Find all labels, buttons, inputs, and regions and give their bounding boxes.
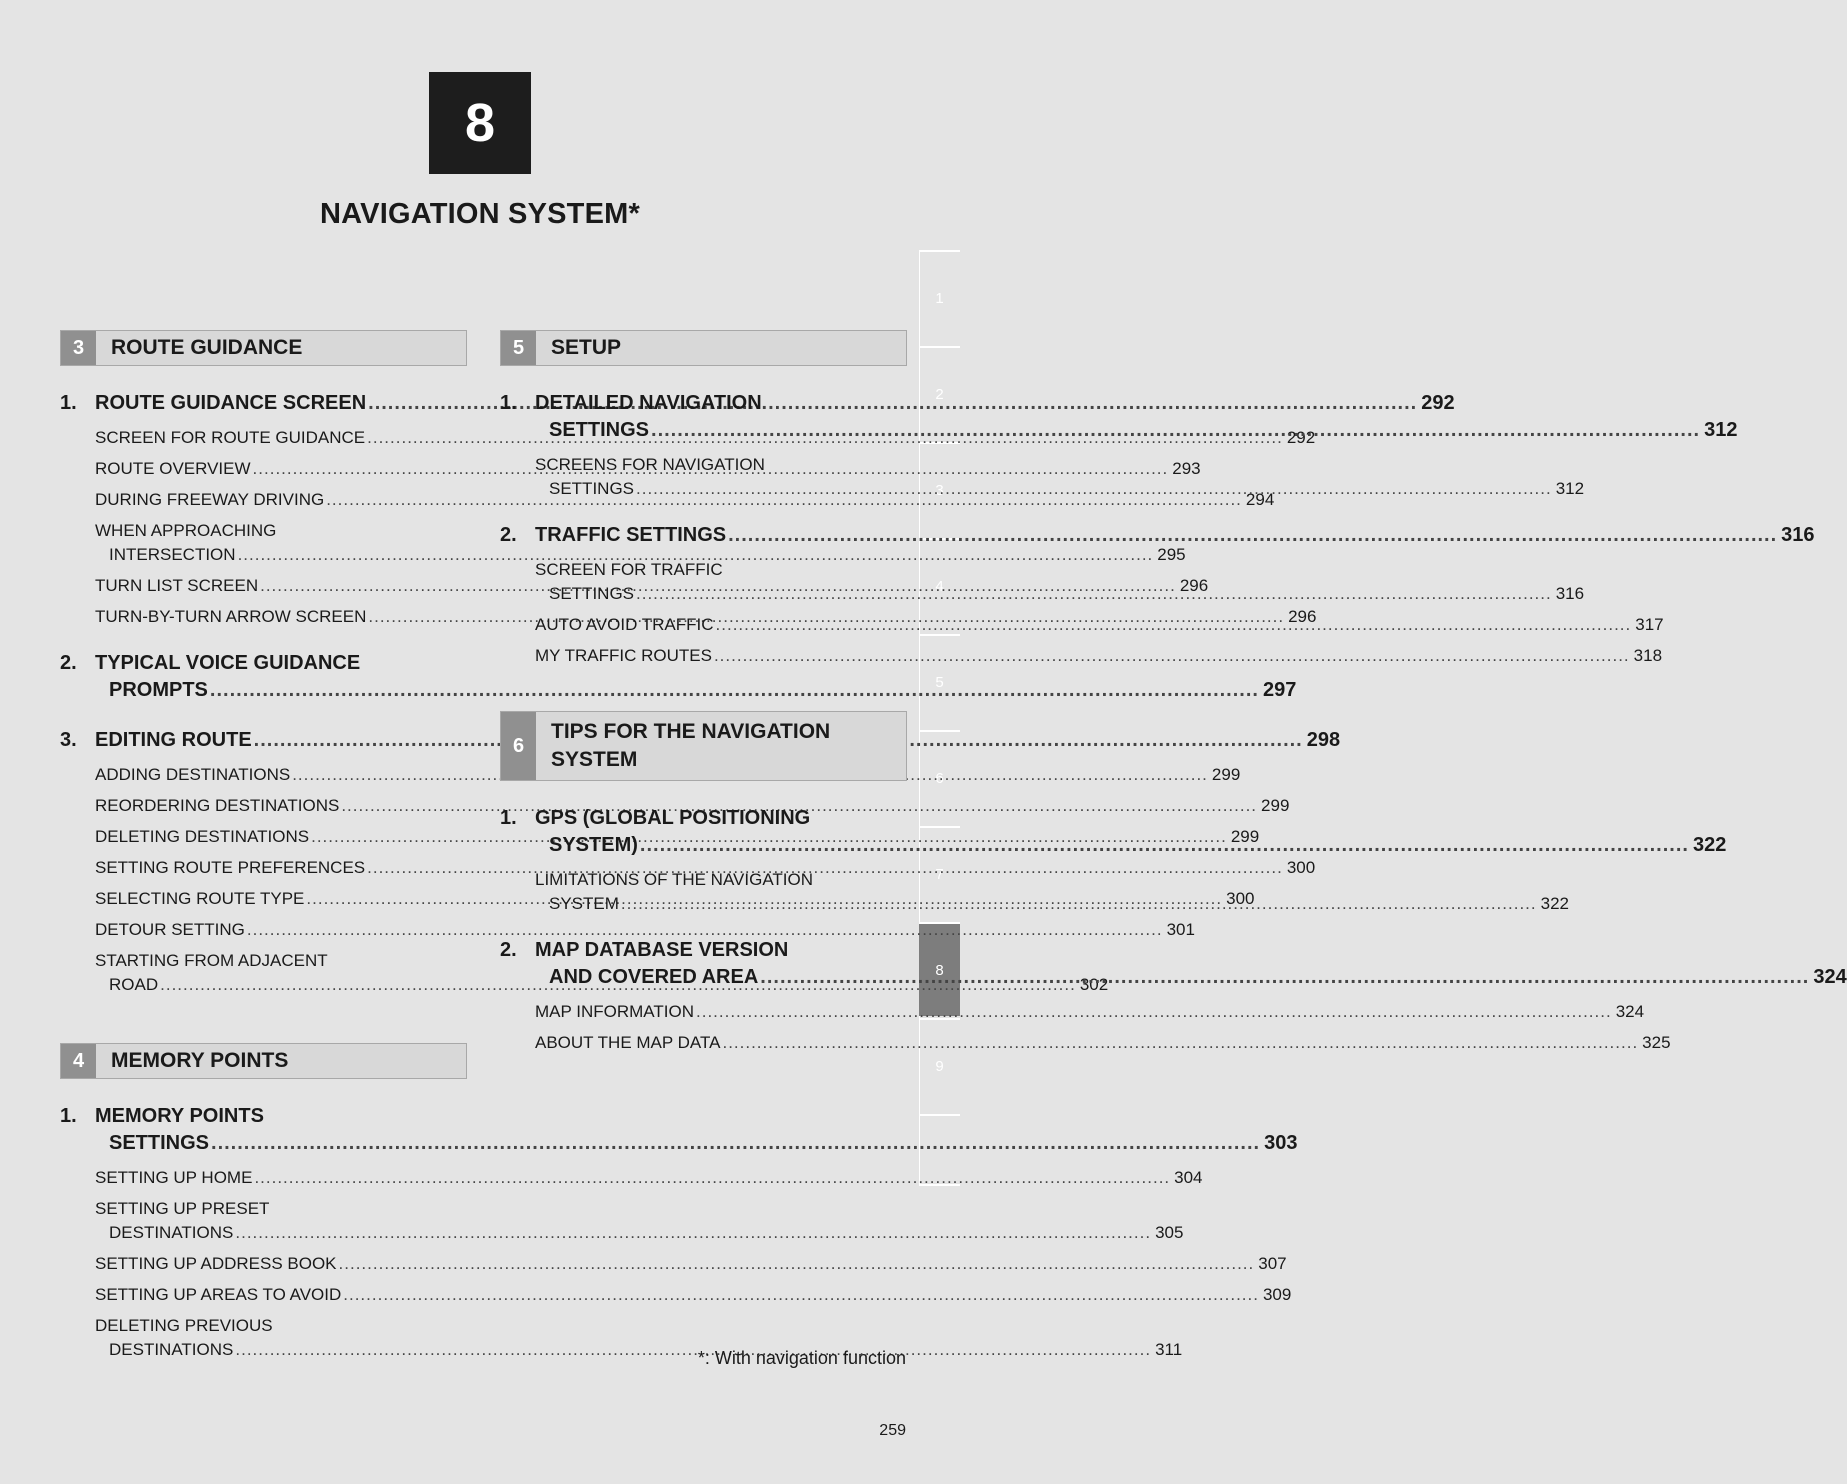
- section-bar-memory-points: [60, 1043, 467, 1079]
- toc-entry[interactable]: SETTING ROUTE PREFERENCES ..... 300: [60, 856, 467, 880]
- toc-entry[interactable]: SELECTING ROUTE TYPE ..... 300: [60, 887, 467, 911]
- side-tab-8-active[interactable]: 8: [919, 922, 960, 1016]
- toc-entry[interactable]: TURN LIST SCREEN ..... 296: [60, 574, 467, 598]
- toc-entry[interactable]: REORDERING DESTINATIONS ..... 299: [60, 794, 467, 818]
- toc-entry[interactable]: LIMITATIONS OF THE NAVIGATION SYSTEM ..... 322: [500, 868, 907, 916]
- toc-entry[interactable]: TURN-BY-TURN ARROW SCREEN ..... 296: [60, 605, 467, 629]
- side-tab-5[interactable]: 5: [919, 634, 960, 728]
- toc-entry[interactable]: SETTING UP AREAS TO AVOID ..... 309: [60, 1283, 467, 1307]
- side-tab-7[interactable]: 7: [919, 826, 960, 920]
- toc-entry[interactable]: SETTING UP ADDRESS BOOK ..... 307: [60, 1252, 467, 1276]
- section-number: 3: [61, 331, 96, 365]
- section-title: TIPS FOR THE NAVIGATION SYSTEM: [551, 720, 831, 771]
- chapter-number: 8: [464, 93, 496, 153]
- chapter-title: NAVIGATION SYSTEM*: [320, 198, 640, 230]
- toc-entry[interactable]: DETOUR SETTING ..... 301: [60, 918, 467, 942]
- section-bar-tips: [500, 711, 907, 781]
- toc-heading[interactable]: 1. GPS (GLOBAL POSITIONING SYSTEM) ..... 322: [500, 805, 907, 859]
- section-number: 5: [501, 331, 536, 365]
- side-tab-9[interactable]: 9: [919, 1018, 960, 1112]
- section-title: ROUTE GUIDANCE: [111, 336, 303, 359]
- side-tab-6[interactable]: 6: [919, 730, 960, 824]
- toc-entry[interactable]: ABOUT THE MAP DATA ..... 325: [500, 1031, 907, 1055]
- toc-entry[interactable]: DELETING DESTINATIONS ..... 299: [60, 825, 467, 849]
- toc-heading[interactable]: 1. ROUTE GUIDANCE SCREEN ..... 292: [60, 390, 467, 417]
- toc-heading[interactable]: 3. EDITING ROUTE ..... 298: [60, 727, 467, 754]
- side-tab-2[interactable]: 2: [919, 346, 960, 440]
- toc-entry[interactable]: SETTING UP PRESET DESTINATIONS ..... 305: [60, 1197, 467, 1245]
- toc-entry[interactable]: SCREENS FOR NAVIGATION SETTINGS ..... 312: [500, 453, 907, 501]
- toc-entry[interactable]: MAP INFORMATION ..... 324: [500, 1000, 907, 1024]
- toc-heading[interactable]: 2. MAP DATABASE VERSION AND COVERED AREA ..... 324: [500, 937, 907, 991]
- toc-entry[interactable]: MY TRAFFIC ROUTES ..... 318: [500, 644, 907, 668]
- toc-heading[interactable]: 1. MEMORY POINTS SETTINGS ..... 303: [60, 1103, 467, 1157]
- section-bar-setup: [500, 330, 907, 366]
- side-tab-1[interactable]: 1: [919, 250, 960, 344]
- toc-heading[interactable]: 2. TYPICAL VOICE GUIDANCE PROMPTS ..... 297: [60, 650, 467, 704]
- toc-heading[interactable]: 2. TRAFFIC SETTINGS ..... 316: [500, 522, 907, 549]
- toc-entry[interactable]: SETTING UP HOME ..... 304: [60, 1166, 467, 1190]
- chapter-number-box: [429, 72, 531, 174]
- section-title: MEMORY POINTS: [111, 1049, 289, 1072]
- side-tab-3[interactable]: 3: [919, 442, 960, 536]
- toc-entry[interactable]: STARTING FROM ADJACENT ROAD ..... 302: [60, 949, 467, 997]
- section-number: 6: [501, 712, 536, 780]
- toc-entry[interactable]: DURING FREEWAY DRIVING ..... 294: [60, 488, 467, 512]
- toc-entry[interactable]: SCREEN FOR ROUTE GUIDANCE ..... 292: [60, 426, 467, 450]
- section-bar-route-guidance: [60, 330, 467, 366]
- section-number: 4: [61, 1044, 96, 1078]
- toc-entry[interactable]: ADDING DESTINATIONS ..... 299: [60, 763, 467, 787]
- toc-entry[interactable]: ROUTE OVERVIEW ..... 293: [60, 457, 467, 481]
- page-number: 259: [879, 1422, 906, 1439]
- section-title: SETUP: [551, 336, 622, 359]
- toc-entry[interactable]: AUTO AVOID TRAFFIC ..... 317: [500, 613, 907, 637]
- toc-heading[interactable]: 1. DETAILED NAVIGATION SETTINGS ..... 312: [500, 390, 907, 444]
- footnote: *: With navigation function: [697, 1348, 906, 1368]
- toc-entry[interactable]: WHEN APPROACHING INTERSECTION ..... 295: [60, 519, 467, 567]
- toc-entry[interactable]: SCREEN FOR TRAFFIC SETTINGS ..... 316: [500, 558, 907, 606]
- side-tab-4[interactable]: 4: [919, 538, 960, 632]
- toc-entry[interactable]: DELETING PREVIOUS DESTINATIONS ..... 311: [60, 1314, 467, 1362]
